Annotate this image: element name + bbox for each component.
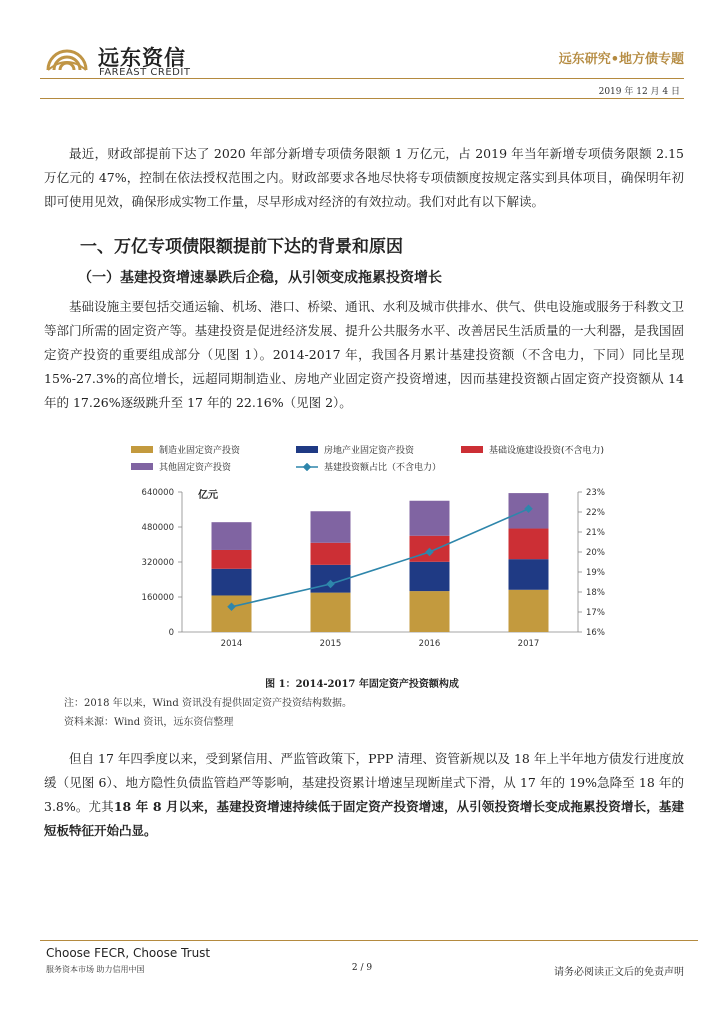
- report-date: 2019 年 12 月 4 日: [598, 87, 680, 97]
- bar-segment: [410, 562, 450, 591]
- subsection-heading: （一）基建投资增速暴跌后企稳，从引领变成拖累投资增长: [78, 270, 442, 286]
- bar-segment: [509, 529, 549, 560]
- section-heading: 一、万亿专项债限额提前下达的背景和原因: [80, 237, 403, 257]
- figure-source: 资料来源：Wind 资讯，远东资信整理: [64, 717, 234, 728]
- right-axis-tick-label: 19%: [586, 568, 605, 578]
- left-axis-tick-label: 160000: [141, 593, 174, 603]
- legend-line-marker: [296, 463, 318, 471]
- right-axis-tick-label: 18%: [586, 588, 605, 598]
- right-axis-tick-label: 20%: [586, 548, 605, 558]
- body-paragraph-2-text: 但自 17 年四季度以来，受到紧信用、严监管政策下，PPP 清理、资管新规以及 18 年上半年地方债发行进度放缓（见图 6）、地方隐性负债监管趋严等影响，基建投资累计增速呈现断崖式下滑，从 17 年的 19%急降至 18 年的 3.8%。尤其: [44, 751, 684, 814]
- right-axis-tick-label: 22%: [586, 508, 605, 518]
- left-axis-tick-label: 640000: [141, 488, 174, 498]
- legend-item: [296, 443, 414, 456]
- legend-item: [131, 443, 240, 456]
- right-axis-tick-label: 17%: [586, 608, 605, 618]
- bar-segment: [410, 501, 450, 536]
- footer-rule: [40, 940, 698, 941]
- legend-swatch: [131, 446, 153, 453]
- share-line: [232, 509, 529, 607]
- bar-segment: [212, 595, 252, 632]
- footer-disclaimer: 请务必阅读正文后的免责声明: [554, 967, 684, 978]
- x-axis-tick-label: 2014: [220, 639, 243, 649]
- intro-paragraph: 最近，财政部提前下达了 2020 年部分新增专项债务限额 1 万亿元，占 2019 年当年新增专项债务限额 2.15 万亿元的 47%，控制在依法授权范围之内。财政部要求各地尽快将专项债额度按规定落实到具体项目，确保明年初即可使用见效，确保形成实物工作量，尽早形成对经济的有效拉动。我们对此有以下解读。: [44, 146, 684, 209]
- left-axis-tick-label: 0: [168, 628, 174, 638]
- bar-segment: [509, 559, 549, 590]
- page-number: 2 / 9: [351, 963, 373, 973]
- left-axis-tick-label: 480000: [141, 523, 174, 533]
- legend-label: 房地产业固定资产投资: [324, 446, 415, 456]
- x-axis-tick-label: 2015: [319, 639, 342, 649]
- footer-slogan-cn: 服务资本市场 助力信用中国: [46, 965, 145, 974]
- logo-text-cn: 远东资信: [98, 46, 186, 70]
- legend-label: 其他固定资产投资: [159, 463, 232, 473]
- left-axis-unit: 亿元: [198, 490, 218, 501]
- legend-item: [131, 460, 231, 473]
- chart-legend: [0, 438, 724, 474]
- bar-segment: [509, 590, 549, 632]
- legend-swatch: [296, 446, 318, 453]
- bar-segment: [212, 550, 252, 569]
- bar-segment: [212, 569, 252, 596]
- legend-swatch: [131, 463, 153, 470]
- right-axis-tick-label: 16%: [586, 628, 605, 638]
- x-axis-tick-label: 2017: [517, 639, 540, 649]
- left-axis-tick-label: 320000: [141, 558, 174, 568]
- header-rule: [40, 78, 684, 79]
- bar-segment: [410, 591, 450, 632]
- legend-label: 基建投资额占比（不含电力）: [324, 463, 442, 473]
- bar-segment: [212, 522, 252, 550]
- legend-item: [461, 443, 604, 456]
- figure-caption: 图 1：2014-2017 年固定资产投资额构成: [265, 679, 459, 690]
- legend-label: 制造业固定资产投资: [159, 446, 241, 456]
- body-paragraph-1: 基础设施主要包括交通运输、机场、港口、桥梁、通讯、水利及城市供排水、供气、供电设施或服务于科教文卫等部门所需的固定资产等。基建投资是促进经济发展、提升公共服务水平、改善居民生活质量的一大利器，是我国固定资产投资的重要组成部分（见图 1）。2014-2017 年，我国各月累计基建投资额（不含电力，下同）同比呈现 15%-27.3%的高位增长，远超同期制造业、房地产业固定资产投资增速，因而基建投资额占固定资产投资额从 14 年的 17.26%逐级跳升至 17 年的 22.16%（见图 2）。: [44, 299, 684, 410]
- footer-slogan-en: Choose FECR, Choose Trust: [46, 946, 211, 960]
- report-series: 远东研究•地方债专题: [558, 52, 684, 67]
- legend-item: [296, 460, 441, 473]
- bar-segment: [311, 543, 351, 565]
- legend-label: 基础设施建设投资(不含电力): [489, 446, 605, 456]
- investment-stacked-chart: [0, 474, 724, 674]
- x-axis-tick-label: 2016: [418, 639, 441, 649]
- logo-text-en: FAREAST CREDIT: [99, 67, 191, 78]
- fareast-logo-icon: [44, 40, 90, 76]
- bar-segment: [311, 511, 351, 543]
- right-axis-tick-label: 21%: [586, 528, 605, 538]
- right-axis-tick-label: 23%: [586, 488, 605, 498]
- body-paragraph-2: [44, 747, 684, 843]
- body-paragraph-2-emphasis: 18 年 8 月以来，基建投资增速持续低于固定资产投资增速，从引领投资增长变成拖累投资增长，基建短板特征开始凸显。: [44, 799, 684, 838]
- figure-note: 注：2018 年以来，Wind 资讯没有提供固定资产投资结构数据。: [64, 698, 352, 709]
- bar-segment: [311, 593, 351, 632]
- legend-swatch: [461, 446, 483, 453]
- header-rule-2: [40, 98, 684, 99]
